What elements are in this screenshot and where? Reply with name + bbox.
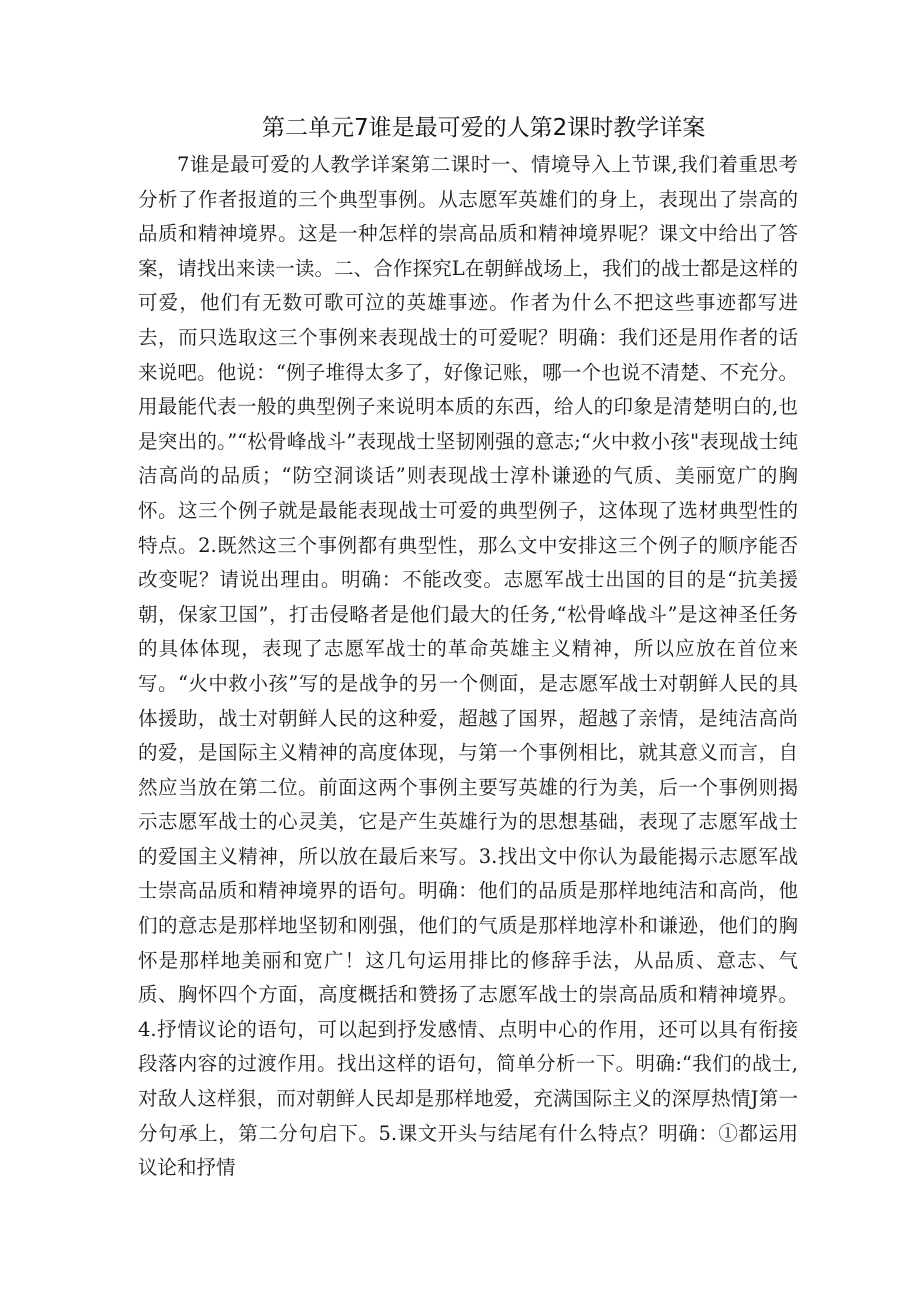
document-body-paragraph: 7谁是最可爱的人教学详案第二课时一、情境导入上节课,我们着重思考分析了作者报道的三个典型事例。从志愿军英雄们的身上，表现出了崇高的品质和精神境界。这是一种怎样的崇高品质和精神境界呢？课文中给出了答案，请找出来读一读。二、合作探究L在朝鲜战场上，我们的战士都是这样的可爱，他们有无数可歌可泣的英雄事迹。作者为什么不把这些事迹都写进去，而只选取这三个事例来表现战士的可爱呢？明确：我们还是用作者的话来说吧。他说：“例子堆得太多了，好像记账，哪一个也说不清楚、不充分。用最能代表一般的典型例子来说明本质的东西，给人的印象是清楚明白的,也是突出的。”“松骨峰战斗”表现战士坚韧刚强的意志;“火中救小孩"表现战士纯洁高尚的品质；“防空洞谈话”则表现战士淳朴谦逊的气质、美丽宽广的胸怀。这三个例子就是最能表现战士可爱的典型例子，这体现了选材典型性的特点。2.既然这三个事例都有典型性，那么文中安排这三个例子的顺序能否改变呢？请说出理由。明确：不能改变。志愿军战士出国的目的是“抗美援朝，保家卫国”，打击侵略者是他们最大的任务,“松骨峰战斗”是这神圣任务的具体体现，表现了志愿军战士的革命英雄主义精神，所以应放在首位来写。“火中救小孩”写的是战争的另一个侧面，是志愿军战士对朝鲜人民的具体援助，战士对朝鲜人民的这种爱，超越了国界，超越了亲情，是纯洁高尚的爱，是国际主义精神的高度体现，与第一个事例相比，就其意义而言，自然应当放在第二位。前面这两个事例主要写英雄的行为美，后一个事例则揭示志愿军战士的心灵美，它是产生英雄行为的思想基础，表现了志愿军战士的爱国主义精神，所以放在最后来写。3.找出文中你认为最能揭示志愿军战士崇高品质和精神境界的语句。明确：他们的品质是那样地纯洁和高尚，他们的意志是那样地坚韧和刚强，他们的气质是那样地淳朴和谦逊，他们的胸怀是那样地美丽和宽广！这几句运用排比的修辞手法，从品质、意志、气质、胸怀四个方面，高度概括和赞扬了志愿军战士的崇高品质和精神境界。4.抒情议论的语句，可以起到抒发感情、点明中心的作用，还可以具有衔接段落内容的过渡作用。找出这样的语句，简单分析一下。明确:“我们的战士,对敌人这样狠，而对朝鲜人民却是那样地爱，充满国际主义的深厚热情J第一分句承上，第二分句启下。5.课文开头与结尾有什么特点？明确：①都运用议论和抒情 [138,153,798,1180]
document-title: 第二单元7谁是最可爱的人第2课时教学详案 [262,115,706,141]
